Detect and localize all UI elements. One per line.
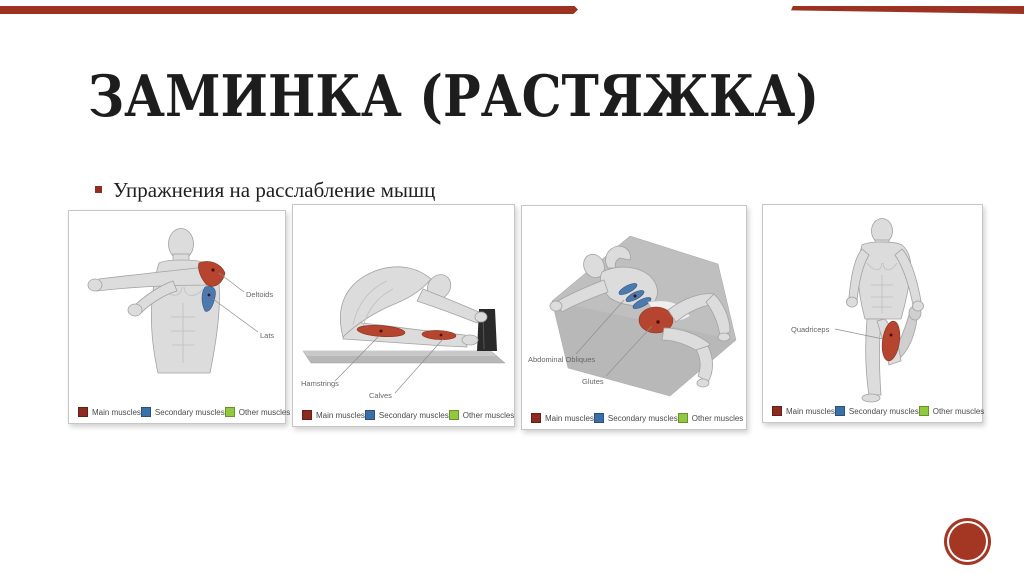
legend-label: Other muscles xyxy=(691,413,744,423)
legend-label: Other muscles xyxy=(238,407,291,417)
legend-item-secondary xyxy=(141,407,225,417)
legend-item-other xyxy=(225,407,291,417)
muscle-legend xyxy=(772,406,985,416)
legend-item-main xyxy=(78,407,141,417)
legend-item-other xyxy=(919,406,985,416)
stamp-circle-core xyxy=(949,523,986,560)
muscle-label-hamstrings: Hamstrings xyxy=(301,379,339,388)
legend-item-other xyxy=(449,410,515,420)
muscle-label-glutes: Glutes xyxy=(582,377,604,386)
muscle-legend xyxy=(78,407,291,417)
muscle-label-quadriceps: Quadriceps xyxy=(791,325,830,334)
secondary-muscles-swatch-icon xyxy=(365,410,375,420)
secondary-muscles-swatch-icon xyxy=(835,406,845,416)
muscle-legend xyxy=(531,413,744,423)
secondary-muscles-swatch-icon xyxy=(594,413,604,423)
quadriceps-stretch-illustration xyxy=(763,205,982,422)
shoulder-stretch-illustration xyxy=(69,211,285,423)
legend-label: Other muscles xyxy=(462,410,515,420)
legend-label: Main muscles xyxy=(92,407,141,417)
other-muscles-swatch-icon xyxy=(678,413,688,423)
muscle-legend xyxy=(302,410,515,420)
legend-label: Secondary muscles xyxy=(848,406,919,416)
legend-label: Secondary muscles xyxy=(154,407,225,417)
exercise-card-lying-twist-stretch xyxy=(521,205,747,430)
legend-label: Other muscles xyxy=(932,406,985,416)
legend-item-secondary xyxy=(365,410,449,420)
bullet-text: Упражнения на расслабление мышц xyxy=(113,178,436,202)
legend-item-main xyxy=(772,406,835,416)
legend-item-main xyxy=(302,410,365,420)
slide-title: ЗАМИНКА (РАСТЯЖКА) xyxy=(88,63,820,130)
legend-item-other xyxy=(678,413,744,423)
top-tape-left-decoration xyxy=(0,6,578,14)
exercise-card-hamstring-stretch xyxy=(292,204,515,427)
legend-label: Main muscles xyxy=(786,406,835,416)
muscle-label-calves: Calves xyxy=(369,391,392,400)
main-muscles-swatch-icon xyxy=(302,410,312,420)
legend-label: Secondary muscles xyxy=(378,410,449,420)
stamp-circle-gap xyxy=(947,521,988,562)
bullet-square-icon xyxy=(95,186,102,193)
exercise-card-shoulder-stretch xyxy=(68,210,291,424)
legend-label: Secondary muscles xyxy=(607,413,678,423)
other-muscles-swatch-icon xyxy=(225,407,235,417)
main-muscles-swatch-icon xyxy=(531,413,541,423)
other-muscles-swatch-icon xyxy=(449,410,459,420)
exercise-card-quadriceps-stretch xyxy=(762,204,983,423)
legend-item-main xyxy=(531,413,594,423)
legend-item-secondary xyxy=(835,406,919,416)
main-muscles-swatch-icon xyxy=(772,406,782,416)
secondary-muscles-swatch-icon xyxy=(141,407,151,417)
top-tape-right-decoration xyxy=(791,6,1024,14)
muscle-label-deltoids: Deltoids xyxy=(246,290,274,299)
muscle-label-abdominal-obliques: Abdominal Obliques xyxy=(528,355,596,364)
legend-item-secondary xyxy=(594,413,678,423)
lying-twist-illustration xyxy=(522,206,746,429)
legend-label: Main muscles xyxy=(316,410,365,420)
stamp-circle-decoration xyxy=(944,518,991,565)
other-muscles-swatch-icon xyxy=(919,406,929,416)
bullet-item xyxy=(95,178,435,203)
legend-label: Main muscles xyxy=(545,413,594,423)
hamstring-stretch-illustration xyxy=(293,205,514,426)
muscle-label-lats: Lats xyxy=(260,331,275,340)
main-muscles-swatch-icon xyxy=(78,407,88,417)
